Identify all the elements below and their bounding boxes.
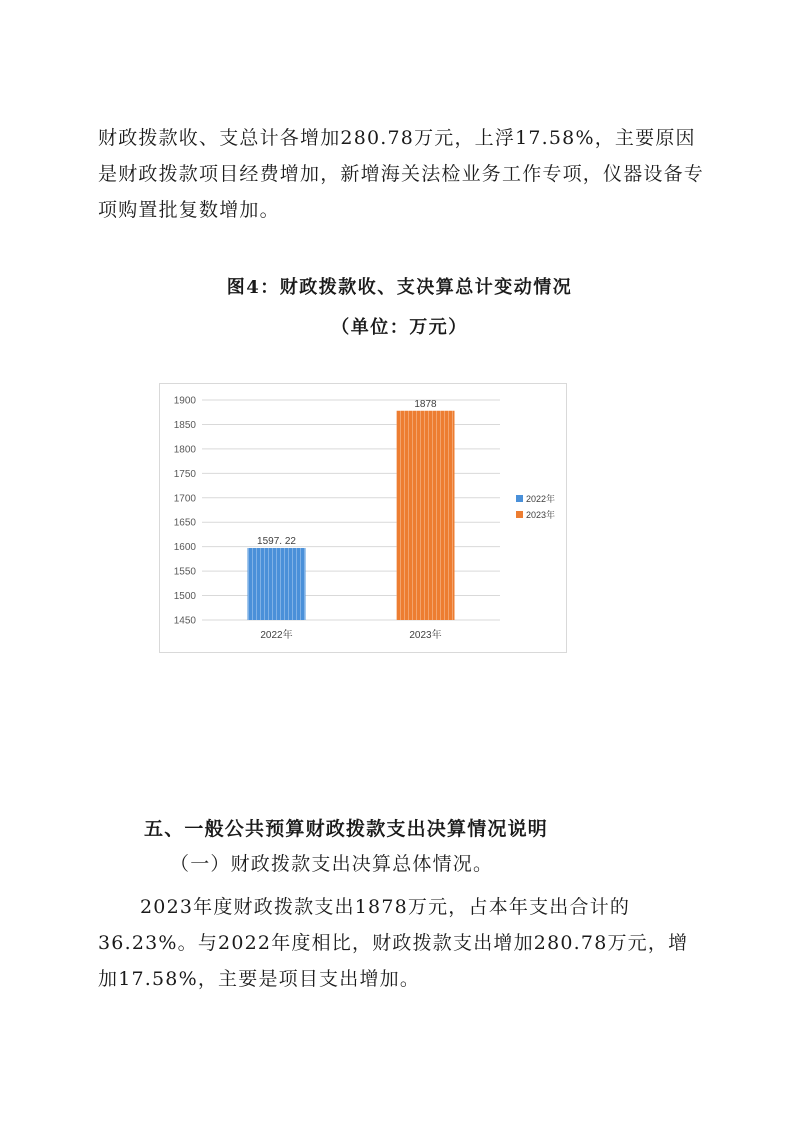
y-tick-label: 1850 (173, 419, 196, 431)
y-tick-label: 1800 (173, 444, 196, 456)
subsection-heading: （一）财政拨款支出决算总体情况。 (170, 853, 494, 875)
legend-label: 2022年 (526, 494, 556, 504)
legend-swatch (516, 495, 523, 502)
y-tick-label: 1750 (173, 468, 196, 480)
x-tick-label: 2023年 (409, 630, 442, 641)
y-tick-label: 1650 (173, 517, 196, 529)
y-tick-label: 1550 (173, 566, 196, 578)
section-heading: 五、一般公共预算财政拨款支出决算情况说明 (144, 818, 549, 840)
figure-unit: （单位：万元） (331, 317, 468, 338)
paragraph-revenue-change: 财政拨款收、支总计各增加280.78万元，上浮17.58%，主要原因是财政拨款项目经费增加，新增海关法检业务工作专项，仪器设备专项购置批复数增加。 (98, 127, 705, 221)
paragraph-expenditure-text: 2023年度财政拨款支出1878万元，占本年支出合计的36.23%。与2022年度相比，财政拨款支出增加280.78万元，增加17.58%，主要是项目支出增加。 (98, 896, 689, 990)
legend-swatch (516, 511, 523, 518)
bar-1 (248, 548, 306, 620)
bar-2 (397, 411, 455, 620)
y-tick-label: 1700 (173, 493, 196, 505)
data-label: 1878 (414, 398, 437, 410)
legend-label: 2023年 (526, 510, 556, 520)
y-tick-label: 1600 (173, 542, 196, 554)
paragraph-expenditure-summary (98, 889, 708, 997)
figure-title: 图4：财政拨款收、支决算总计变动情况 (226, 277, 573, 298)
chart-canvas (160, 384, 566, 652)
y-tick-label: 1450 (173, 615, 196, 627)
y-tick-label: 1500 (173, 591, 196, 603)
y-tick-label: 1900 (173, 395, 196, 407)
bar-chart (159, 383, 567, 653)
x-tick-label: 2022年 (260, 630, 293, 641)
data-label: 1597. 22 (257, 536, 296, 548)
